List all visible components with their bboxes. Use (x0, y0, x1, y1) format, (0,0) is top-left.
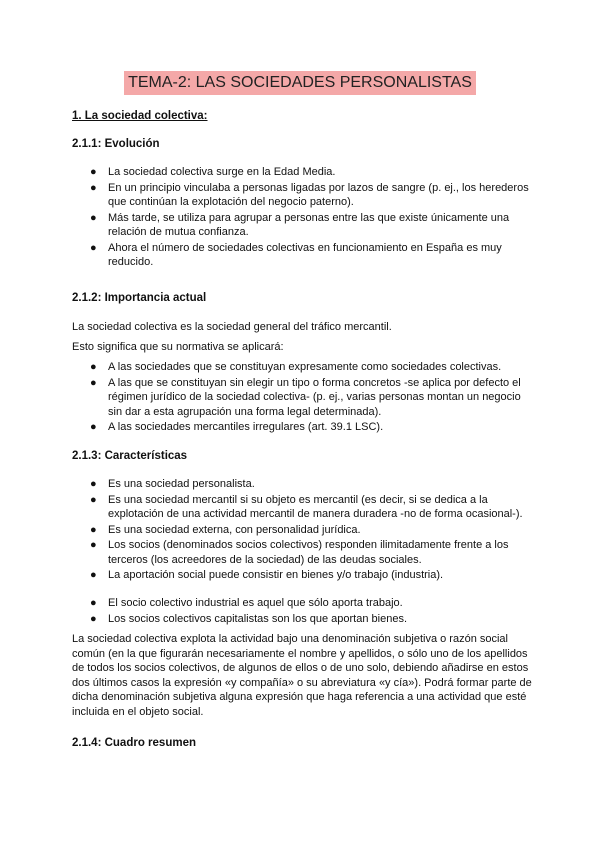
list-item: ● Es una sociedad mercantil si su objeto es mercantil (es decir, si se dedica a la explotación de una actividad mercantil de manera duradera -no de forma ocasional-). (90, 493, 523, 520)
heading-caracteristicas: 2.1.3: Características (72, 450, 188, 462)
list-item: ● El socio colectivo industrial es aquel que sólo aporta trabajo. (90, 597, 403, 609)
bullet-icon: ● (90, 612, 97, 625)
bullet-icon: ● (90, 478, 97, 490)
list-importancia (90, 360, 530, 436)
list-item: ● La aportación social puede consistir en bienes y/o trabajo (industria). (90, 569, 444, 581)
list-item: ● A las sociedades que se constituyan expresamente como sociedades colectivas. (90, 361, 502, 373)
bullet-icon: ● (90, 493, 97, 506)
list-item: ● En un principio vinculaba a personas ligadas por lazos de sangre (p. ej., los herederos que continúan la explotación del negocio paterno). (90, 181, 529, 208)
paragraph-normativa: Esto significa que su normativa se aplicará: (72, 341, 284, 353)
section-heading-sociedad-colectiva: 1. La sociedad colectiva: (72, 110, 208, 122)
bullet-icon: ● (90, 569, 97, 581)
list-item: ● A las sociedades mercantiles irregulares (art. 39.1 LSC). (90, 421, 384, 433)
bullet-icon: ● (90, 523, 97, 536)
list-item: ● A las que se constituyan sin elegir un tipo o forma concretos -se aplica por defecto el régimen jurídico de la sociedad colectiva- (p. ej., varias personas montan un negocio sin dar a esta agrupación una forma legal determinada). (90, 376, 521, 418)
list-item: ● Es una sociedad personalista. (90, 478, 255, 490)
list-tipos-socios (90, 596, 530, 627)
list-item: ● Ahora el número de sociedades colectivas en funcionamiento en España es muy reducido. (90, 241, 502, 268)
list-item: ● Los socios colectivos capitalistas son los que aportan bienes. (90, 612, 408, 625)
bullet-icon: ● (90, 211, 97, 224)
list-evolucion (90, 165, 530, 271)
bullet-icon: ● (90, 166, 97, 178)
title-block (0, 71, 600, 95)
bullet-icon: ● (90, 421, 97, 433)
bullet-icon: ● (90, 361, 97, 373)
bullet-icon: ● (90, 539, 97, 551)
bullet-icon: ● (90, 597, 97, 609)
list-item: ● Más tarde, se utiliza para agrupar a personas entre las que existe únicamente una relación de mutua confianza. (90, 211, 510, 238)
heading-importancia-actual: 2.1.2: Importancia actual (72, 292, 207, 304)
list-item: ● La sociedad colectiva surge en la Edad Media. (90, 166, 336, 178)
heading-evolucion: 2.1.1: Evolución (72, 138, 160, 150)
paragraph-razon-social: La sociedad colectiva explota la actividad bajo una denominación subjetiva o razón social común (en la que figurarán necesariamente el nombre y apellidos, o sólo uno de los apellidos de todos los socios colectivos, de algunos de ellos o de uno solo, debiendo añadirse en estos dos últimos casos la expresión «y compañía» o su abreviatura «y cía»). Podrá formar parte de dicha denominación subjetiva alguna expresión que haga referencia a una actividad que esté incluida en el objeto social. (72, 633, 532, 718)
heading-cuadro-resumen: 2.1.4: Cuadro resumen (72, 737, 196, 749)
list-item: ● Es una sociedad externa, con personalidad jurídica. (90, 523, 361, 536)
page-title: TEMA-2: LAS SOCIEDADES PERSONALISTAS (124, 71, 476, 95)
list-item: ● Los socios (denominados socios colectivos) responden ilimitadamente frente a los terceros (los acreedores de la sociedad) de las deudas sociales. (90, 539, 509, 566)
list-caracteristicas (90, 477, 530, 584)
paragraph-trafico-mercantil: La sociedad colectiva es la sociedad general del tráfico mercantil. (72, 321, 392, 333)
bullet-icon: ● (90, 376, 97, 389)
bullet-icon: ● (90, 241, 97, 254)
bullet-icon: ● (90, 181, 97, 194)
